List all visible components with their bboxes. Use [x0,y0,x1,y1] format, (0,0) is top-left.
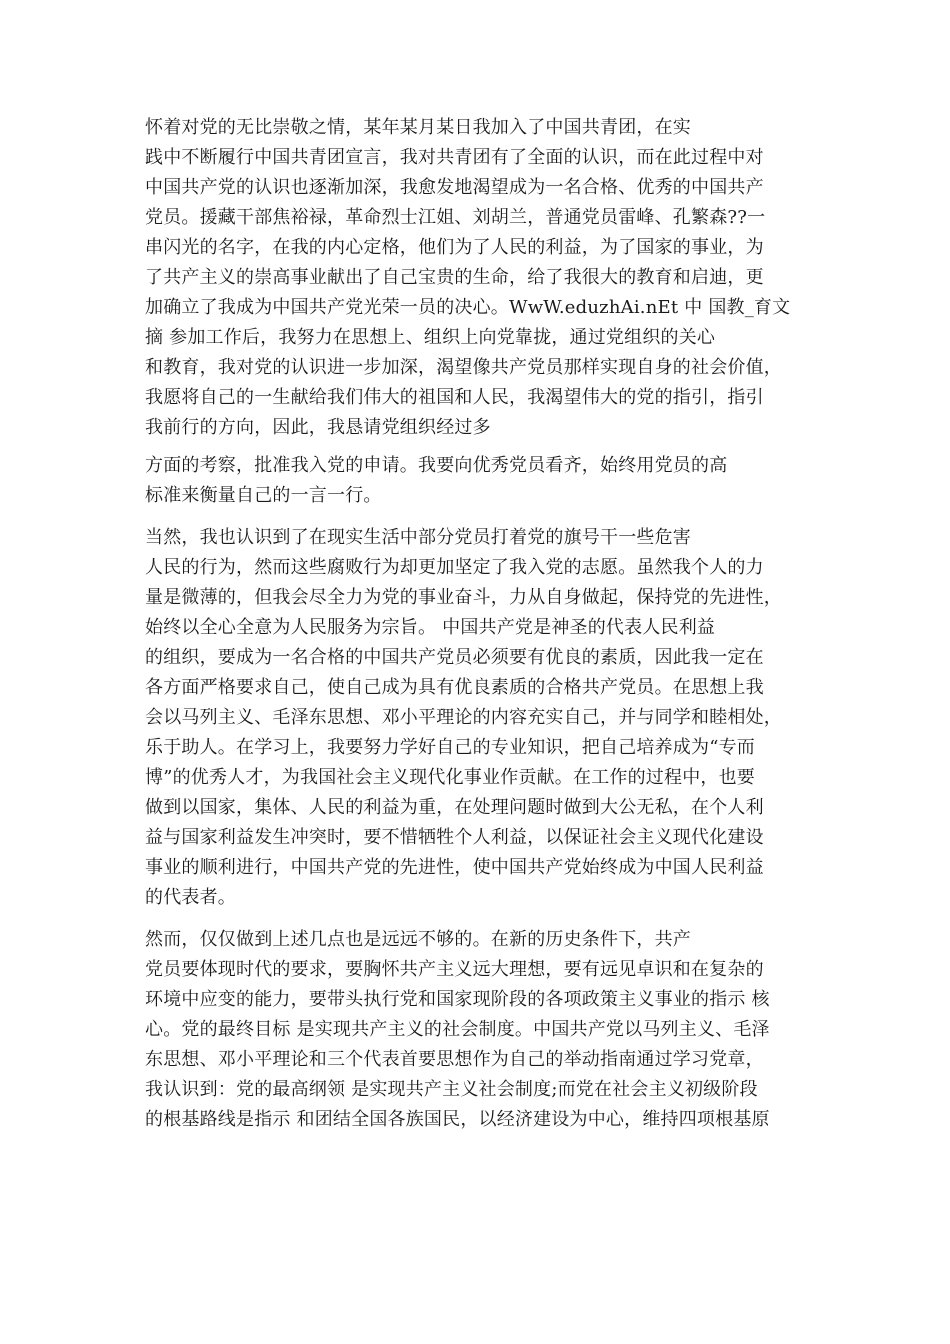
text-line: 摘 参加工作后，我努力在思想上、组织上向党靠拢，通过党组织的关心 [145,327,716,348]
text-line: 会以马列主义、毛泽东思想、邓小平理论的内容充实自己，并与同学和睦相处， [145,707,782,728]
text-line: 的代表者。 [145,887,236,908]
text-line: 的根基路线是指示 和团结全国各族国民，以经济建设为中心，维持四项根基原 [145,1109,770,1130]
text-line: 党员要体现时代的要求，要胸怀共产主义远大理想，要有远见卓识和在复杂的 [145,959,764,980]
text-line: 了共产主义的崇高事业献出了自己宝贵的生命，给了我很大的教育和启迪，更 [145,267,764,288]
text-line: 践中不断履行中国共青团宣言，我对共青团有了全面的认识，而在此过程中对 [145,147,764,168]
text-line: 我认识到：党的最高纲领 是实现共产主义社会制度;而党在社会主义初级阶段 [145,1079,758,1100]
text-line: 量是微薄的，但我会尽全力为党的事业奋斗，力从自身做起，保持党的先进性， [145,587,782,608]
text-line: 博”的优秀人才，为我国社会主义现代化事业作贡献。在工作的过程中，也要 [145,767,755,788]
text-line: 做到以国家，集体、人民的利益为重，在处理问题时做到大公无私，在个人利 [145,797,764,818]
text-line: 环境中应变的能力，要带头执行党和国家现阶段的各项政策主义事业的指示 核 [145,989,770,1010]
text-line: 当然，我也认识到了在现实生活中部分党员打着党的旗号干一些危害 [145,527,691,548]
text-line: 事业的顺利进行，中国共产党的先进性，使中国共产党始终成为中国人民利益 [145,857,764,878]
text-line: 然而，仅仅做到上述几点也是远远不够的。在新的历史条件下，共产 [145,929,691,950]
text-line: 心。党的最终目标 是实现共产主义的社会制度。中国共产党以马列主义、毛泽 [145,1019,770,1040]
text-line: 的组织，要成为一名合格的中国共产党员必须要有优良的素质，因此我一定在 [145,647,764,668]
text-line: 人民的行为，然而这些腐败行为却更加坚定了我入党的志愿。虽然我个人的力 [145,557,764,578]
text-line: 和教育，我对党的认识进一步加深，渴望像共产党员那样实现自身的社会价值， [145,357,782,378]
text-line: 乐于助人。在学习上，我要努力学好自己的专业知识，把自己培养成为“专而 [145,737,755,758]
text-line: 党员。援藏干部焦裕禄，革命烈士江姐、刘胡兰，普通党员雷峰、孔繁森??一 [145,207,766,228]
text-line: 我前行的方向，因此，我恳请党组织经过多 [145,417,491,438]
text-line: 各方面严格要求自己，使自己成为具有优良素质的合格共产党员。在思想上我 [145,677,764,698]
text-line: 益与国家利益发生冲突时，要不惜牺牲个人利益，以保证社会主义现代化建设 [145,827,764,848]
text-line: 串闪光的名字，在我的内心定格，他们为了人民的利益，为了国家的事业，为 [145,237,764,258]
text-line: 东思想、邓小平理论和三个代表首要思想作为自己的举动指南通过学习党章， [145,1049,764,1070]
text-line: 始终以全心全意为人民服务为宗旨。 中国共产党是神圣的代表人民利益 [145,617,716,638]
text-line: 怀着对党的无比崇敬之情，某年某月某日我加入了中国共青团，在实 [145,117,691,138]
text-line: 中国共产党的认识也逐渐加深，我愈发地渴望成为一名合格、优秀的中国共产 [145,177,764,198]
text-line: 方面的考察，批准我入党的申请。我要向优秀党员看齐，始终用党员的高 [145,455,728,476]
text-line: 我愿将自己的一生献给我们伟大的祖国和人民，我渴望伟大的党的指引，指引 [145,387,764,408]
text-line: 标准来衡量自己的一言一行。 [145,485,382,506]
text-line: 加确立了我成为中国共产党光荣一员的决心。WwW.eduzhAi.nEt 中 国教_育文 [145,297,791,318]
